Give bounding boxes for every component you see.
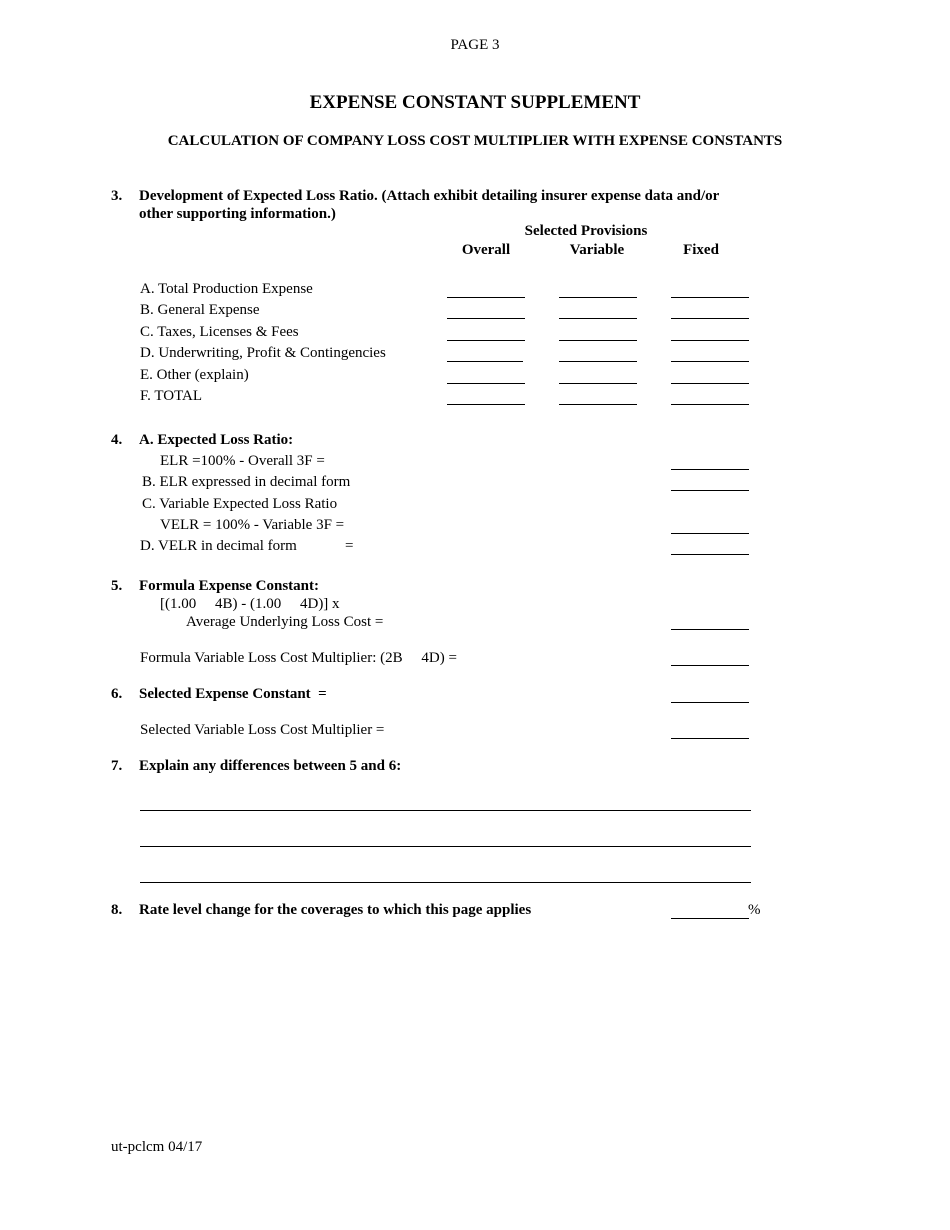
row-d-label: D. Underwriting, Profit & Contingencies xyxy=(140,345,386,361)
row-d-fixed-blank[interactable] xyxy=(671,361,749,362)
row-e-label: E. Other (explain) xyxy=(140,367,249,383)
formula-expense-constant-blank[interactable] xyxy=(671,629,749,630)
section-4b-label: B. ELR expressed in decimal form xyxy=(142,474,351,490)
column-header-variable: Variable xyxy=(569,242,625,258)
section-6-heading: Selected Expense Constant = xyxy=(139,686,327,702)
row-b-fixed-blank[interactable] xyxy=(671,318,749,319)
section-8-heading: Rate level change for the coverages to which this page applies xyxy=(139,902,532,918)
row-e-variable-blank[interactable] xyxy=(559,383,637,384)
row-d-overall-blank[interactable] xyxy=(447,361,523,362)
row-e-overall-blank[interactable] xyxy=(447,383,525,384)
velr-decimal-blank[interactable] xyxy=(671,554,749,555)
page-subtitle: CALCULATION OF COMPANY LOSS COST MULTIPLIER WITH EXPENSE CONSTANTS xyxy=(167,133,783,149)
percent-sign: % xyxy=(748,902,761,918)
section-4a-formula: ELR =100% - Overall 3F = xyxy=(160,453,325,469)
formula-multiplier-label: Formula Variable Loss Cost Multiplier: (2B 4D) = xyxy=(140,650,457,666)
row-c-variable-blank[interactable] xyxy=(559,340,637,341)
formula-multiplier-blank[interactable] xyxy=(671,665,749,666)
row-e-fixed-blank[interactable] xyxy=(671,383,749,384)
row-f-fixed-blank[interactable] xyxy=(671,404,749,405)
row-c-label: C. Taxes, Licenses & Fees xyxy=(140,324,299,340)
velr-blank[interactable] xyxy=(671,533,749,534)
section-6-number: 6. xyxy=(111,686,123,702)
row-c-overall-blank[interactable] xyxy=(447,340,525,341)
explanation-line-1[interactable] xyxy=(140,810,751,811)
elr-blank[interactable] xyxy=(671,469,749,470)
page-title: EXPENSE CONSTANT SUPPLEMENT xyxy=(309,92,641,113)
row-b-overall-blank[interactable] xyxy=(447,318,525,319)
column-header-fixed: Fixed xyxy=(683,242,719,258)
selected-multiplier-blank[interactable] xyxy=(671,738,749,739)
section-4d-equals: = xyxy=(345,538,354,554)
selected-expense-constant-blank[interactable] xyxy=(671,702,749,703)
section-7-heading: Explain any differences between 5 and 6: xyxy=(139,758,402,774)
row-a-variable-blank[interactable] xyxy=(559,297,637,298)
section-3-number: 3. xyxy=(111,188,123,204)
section-8-number: 8. xyxy=(111,902,123,918)
explanation-line-2[interactable] xyxy=(140,846,751,847)
form-number-footer: ut-pclcm 04/17 xyxy=(111,1139,203,1155)
section-5-number: 5. xyxy=(111,578,123,594)
row-f-variable-blank[interactable] xyxy=(559,404,637,405)
section-3-heading-line2: other supporting information.) xyxy=(139,206,336,222)
section-4a-label: A. Expected Loss Ratio: xyxy=(139,432,294,448)
row-a-fixed-blank[interactable] xyxy=(671,297,749,298)
section-7-number: 7. xyxy=(111,758,123,774)
row-b-label: B. General Expense xyxy=(140,302,260,318)
section-4c-formula: VELR = 100% - Variable 3F = xyxy=(160,517,345,533)
page-number: PAGE 3 xyxy=(450,37,500,53)
selected-multiplier-label: Selected Variable Loss Cost Multiplier = xyxy=(140,722,385,738)
elr-decimal-blank[interactable] xyxy=(671,490,749,491)
selected-provisions-header: Selected Provisions xyxy=(524,223,648,239)
row-a-label: A. Total Production Expense xyxy=(140,281,313,297)
row-a-overall-blank[interactable] xyxy=(447,297,525,298)
section-4-number: 4. xyxy=(111,432,123,448)
section-4c-label: C. Variable Expected Loss Ratio xyxy=(142,496,338,512)
section-5-formula-line1: [(1.00 4B) - (1.00 4D)] x xyxy=(160,596,340,612)
column-header-overall: Overall xyxy=(461,242,511,258)
row-f-label: F. TOTAL xyxy=(140,388,203,404)
section-3-heading-line1: Development of Expected Loss Ratio. (Attach exhibit detailing insurer expense data and/or xyxy=(139,188,720,204)
section-4d-label: D. VELR in decimal form xyxy=(140,538,297,554)
rate-level-change-blank[interactable] xyxy=(671,918,749,919)
section-5-formula-line2: Average Underlying Loss Cost = xyxy=(186,614,384,630)
row-d-variable-blank[interactable] xyxy=(559,361,637,362)
row-f-overall-blank[interactable] xyxy=(447,404,525,405)
row-b-variable-blank[interactable] xyxy=(559,318,637,319)
section-5-heading: Formula Expense Constant: xyxy=(139,578,320,594)
explanation-line-3[interactable] xyxy=(140,882,751,883)
row-c-fixed-blank[interactable] xyxy=(671,340,749,341)
